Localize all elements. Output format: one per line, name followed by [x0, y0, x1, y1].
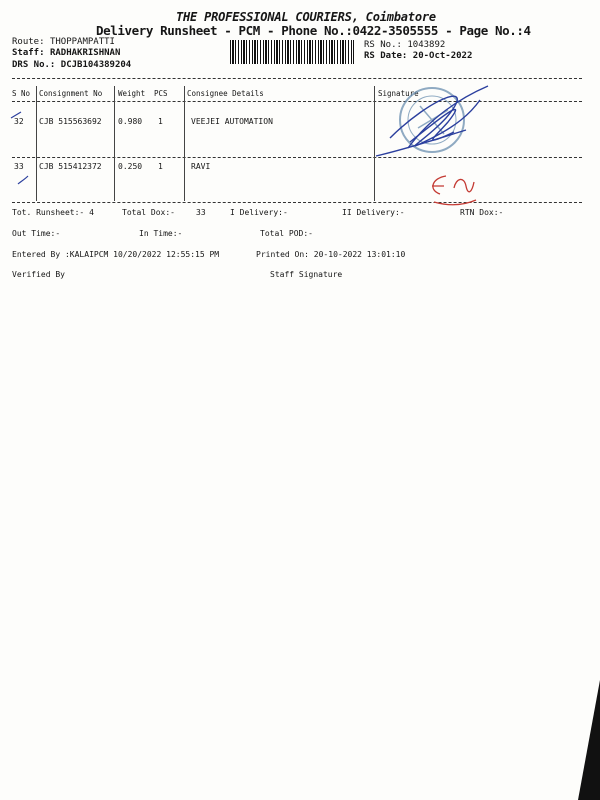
- rs-no-value: 1043892: [407, 40, 446, 50]
- col-header-signature: Signature: [378, 89, 419, 98]
- printed-on: Printed On: 20-10-2022 13:01:10: [256, 250, 406, 259]
- total-dox-label: Total Dox:-: [122, 208, 175, 217]
- col-header-consignment: Consignment No: [39, 89, 103, 98]
- col-header-consignee: Consignee Details: [187, 89, 264, 98]
- drs-value: DCJB104389204: [60, 60, 132, 70]
- table-row-1-consignee: VEEJEI AUTOMATION: [191, 117, 273, 126]
- table-row-2-weight: 0.250: [118, 162, 143, 171]
- col-header-pcs: PCS: [154, 89, 168, 98]
- total-dox-value: 33: [196, 208, 206, 217]
- staff-row: [12, 48, 120, 58]
- table-row-2-consignee: RAVI: [191, 162, 211, 171]
- table-row-2-sno: 33: [14, 162, 24, 171]
- table-row-2-consignment: CJB 515412372: [39, 162, 102, 171]
- drs-label: DRS No.:: [12, 60, 56, 70]
- staff-value: RADHAKRISHNAN: [49, 48, 121, 58]
- tot-runsheet: Tot. Runsheet:- 4: [12, 208, 94, 217]
- rs-no-row: [364, 40, 445, 50]
- out-time: Out Time:-: [12, 229, 61, 238]
- staff-label: Staff:: [12, 48, 45, 58]
- scan-edge-shadow: [578, 680, 600, 800]
- route-value: THOPPAMPATTI: [49, 37, 115, 47]
- table-row-1-sno: 32: [14, 117, 24, 126]
- table-row-1-pcs: 1: [158, 117, 163, 126]
- entered-by: Entered By :KALAIPCM 10/20/2022 12:55:15 PM: [12, 250, 220, 259]
- table-row-2-pcs: 1: [158, 162, 163, 171]
- rtn-dox: RTN Dox:-: [460, 208, 504, 217]
- total-pod: Total POD:-: [260, 229, 313, 238]
- col-header-sno: S No: [12, 89, 31, 98]
- route-label: Route:: [12, 37, 45, 47]
- in-time: In Time:-: [139, 229, 183, 238]
- ii-delivery: II Delivery:-: [342, 208, 405, 217]
- table-row-1-consignment: CJB 515563692: [39, 117, 102, 126]
- runsheet-title: Delivery Runsheet - PCM - Phone No.:0422-3505555 - Page No.:4: [96, 23, 531, 38]
- col-sep-3: [184, 86, 185, 201]
- delivery-mark-signature: [432, 176, 476, 205]
- rs-date-row: [364, 51, 472, 61]
- i-delivery: I Delivery:-: [230, 208, 288, 217]
- barcode: [230, 40, 354, 64]
- drs-row: [12, 60, 131, 70]
- company-title: THE PROFESSIONAL COURIERS, Coimbatore: [176, 10, 436, 24]
- route-row: [12, 37, 115, 47]
- verified-by: Verified By: [12, 270, 65, 279]
- rs-no-label: RS No.:: [364, 40, 402, 50]
- col-sep-1: [36, 86, 37, 201]
- staff-signature: Staff Signature: [270, 270, 343, 279]
- rs-date-value: 20-Oct-2022: [412, 51, 473, 61]
- sno-tick-marks: [6, 108, 36, 188]
- col-sep-2: [114, 86, 115, 201]
- table-row-1-weight: 0.980: [118, 117, 143, 126]
- rs-date-label: RS Date:: [364, 51, 408, 61]
- col-header-weight: Weight: [118, 89, 146, 98]
